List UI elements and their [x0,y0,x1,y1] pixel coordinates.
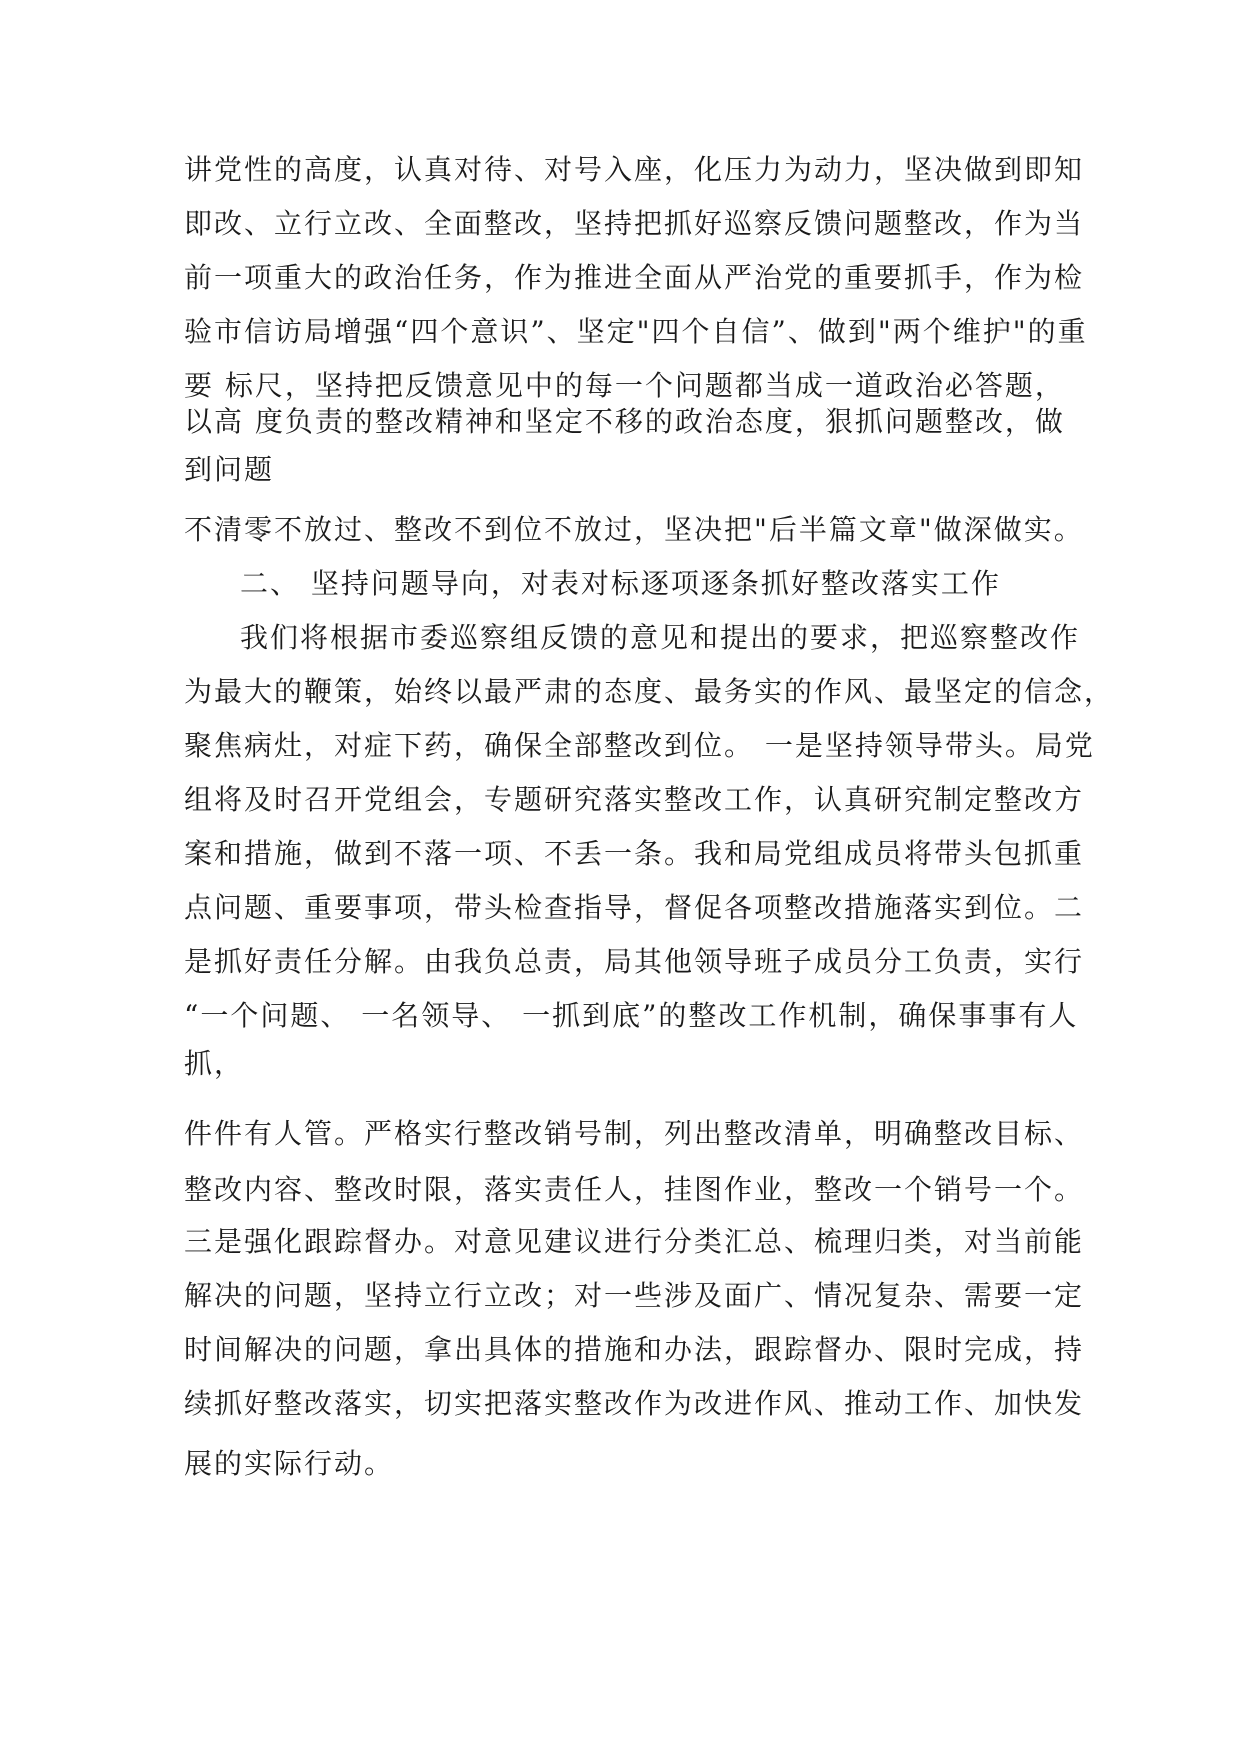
paragraph-line: 即改、立行立改、全面整改，坚持把抓好巡察反馈问题整改，作为当 [184,207,1085,240]
paragraph-line: 续抓好整改落实，切实把落实整改作为改进作风、推动工作、加快发 [184,1387,1085,1420]
paragraph-line: 聚焦病灶，对症下药，确保全部整改到位。 一是坚持领导带头。局党 [184,729,1095,762]
paragraph-line: 讲党性的高度，认真对待、对号入座，化压力为动力，坚决做到即知 [184,153,1085,186]
paragraph-line: 案和措施，做到不落一项、不丢一条。我和局党组成员将带头包抓重 [184,837,1085,870]
paragraph-line: 件件有人管。严格实行整改销号制，列出整改清单，明确整改目标、 [184,1117,1085,1150]
paragraph-line: 三是强化跟踪督办。对意见建议进行分类汇总、梳理归类，对当前能 [184,1225,1085,1258]
paragraph-line: 我们将根据市委巡察组反馈的意见和提出的要求，把巡察整改作 [240,621,1081,654]
paragraph-line: 展的实际行动。 [184,1447,395,1480]
paragraph-line: 抓， [184,1047,245,1080]
paragraph-line: 验市信访局增强“四个意识”、坚定"四个自信”、做到"两个维护"的重 [184,315,1088,348]
paragraph-line: 以高 度负责的整改精神和坚定不移的政治态度，狠抓问题整改，做 [184,405,1065,438]
paragraph-line: 点问题、重要事项，带头检查指导，督促各项整改措施落实到位。二 [184,891,1085,924]
paragraph-line: 组将及时召开党组会，专题研究落实整改工作，认真研究制定整改方 [184,783,1085,816]
paragraph-line: 不清零不放过、整改不到位不放过，坚决把"后半篇文章"做深做实。 [184,513,1084,546]
section-heading: 二、 坚持问题导向，对表对标逐项逐条抓好整改落实工作 [240,567,1001,600]
paragraph-line: “一个问题、 一名领导、 一抓到底”的整改工作机制，确保事事有人 [184,999,1079,1032]
paragraph-line: 时间解决的问题，拿出具体的措施和办法，跟踪督办、限时完成，持 [184,1333,1085,1366]
paragraph-line: 整改内容、整改时限，落实责任人，挂图作业，整改一个销号一个。 [184,1173,1085,1206]
paragraph-line: 为最大的鞭策，始终以最严肃的态度、最务实的作风、最坚定的信念， [184,675,1115,708]
paragraph-line: 解决的问题，坚持立行立改；对一些涉及面广、情况复杂、需要一定 [184,1279,1085,1312]
paragraph-line: 前一项重大的政治任务，作为推进全面从严治党的重要抓手，作为检 [184,261,1085,294]
paragraph-line: 到问题 [184,453,275,486]
paragraph-line: 要 标尺，坚持把反馈意见中的每一个问题都当成一道政治必答题， [184,369,1065,402]
paragraph-line: 是抓好责任分解。由我负总责，局其他领导班子成员分工负责，实行 [184,945,1085,978]
